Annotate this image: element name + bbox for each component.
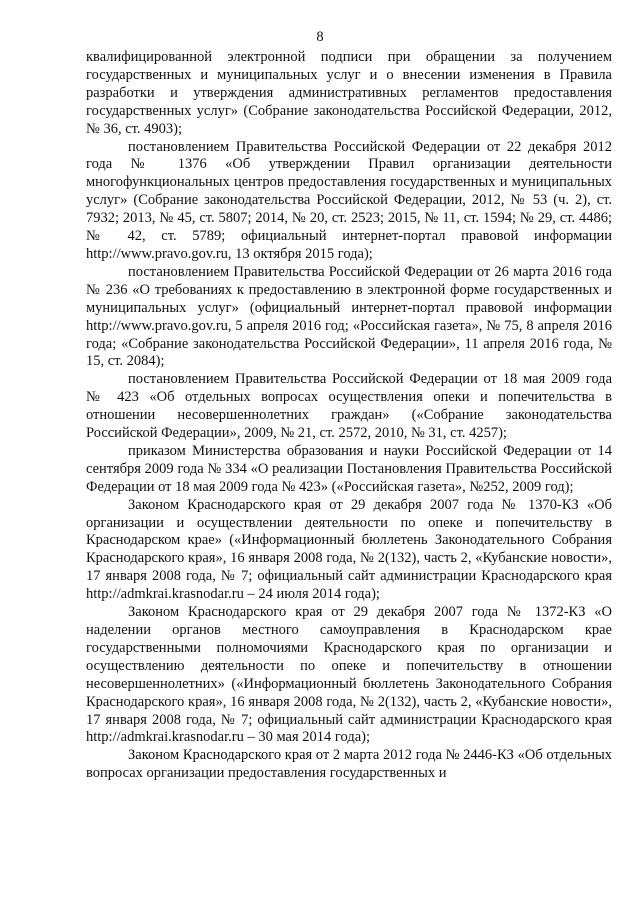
paragraph-law-1370: Законом Краснодарского края от 29 декабря 2007 года № 1370-КЗ «Об организации и осуществлении деятельности по опеке и попечительству в Краснодарском крае» («Информационный бюллетень Законодательного Собрания Краснодарского края», 16 января 2008 года, № 2(132), часть 2, «Кубанские новости», 17 января 2008 года, № 7; официальный сайт администрации Краснодарского края http://admkrai.krasnodar.ru – 24 июля 2014 года); xyxy=(86,496,612,603)
paragraph-law-2446: Законом Краснодарского края от 2 марта 2012 года № 2446-КЗ «Об отдельных вопросах организации предоставления государственных и xyxy=(86,747,612,782)
paragraph-continuation: квалифицированной электронной подписи при обращении за получением государственных и муниципальных услуг и о внесении изменения в Правила разработки и утверждения административных регламентов предоставления государственных услуг» (Собрание законодательства Российской Федерации, 2012, № 36, ст. 4903); xyxy=(86,49,612,137)
page-number: 8 xyxy=(316,29,324,45)
paragraph-decree-236: постановлением Правительства Российской Федерации от 26 марта 2016 года № 236 «О требованиях к предоставлению в электронной форме государственных и муниципальных услуг» (официальный интернет-портал правовой информации http://www.pravo.gov.ru, 5 апреля 2016 год; «Российская газета», № 75, 8 апреля 2016 года; «Собрание законодательства Российской Федерации», 11 апреля 2016 года, № 15, ст. 2084); xyxy=(86,263,612,370)
document-body xyxy=(86,49,612,783)
paragraph-decree-423: постановлением Правительства Российской Федерации от 18 мая 2009 года № 423 «Об отдельных вопросах осуществления опеки и попечительства в отношении несовершеннолетних граждан» («Собрание законодательства Российской Федерации», 2009, № 21, ст. 2572, 2010, № 31, ст. 4257); xyxy=(86,371,612,442)
paragraph-law-1372: Законом Краснодарского края от 29 декабря 2007 года № 1372-КЗ «О наделении органов местного самоуправления в Краснодарском крае государственными полномочиями Краснодарского края по организации и осуществлению деятельности по опеке и попечительству в отношении несовершеннолетних» («Информационный бюллетень Законодательного Собрания Краснодарского края», 16 января 2008 года, № 2(132), часть 2, «Кубанские новости», 17 января 2008 года, № 7; официальный сайт администрации Краснодарского края http://admkrai.krasnodar.ru – 30 мая 2014 года); xyxy=(86,604,612,746)
paragraph-order-334: приказом Министерства образования и науки Российской Федерации от 14 сентября 2009 года № 334 «О реализации Постановления Правительства Российской Федерации от 18 мая 2009 года № 423» («Российская газета», №252, 2009 год); xyxy=(86,442,612,495)
paragraph-decree-1376: постановлением Правительства Российской Федерации от 22 декабря 2012 года № 1376 «Об утверждении Правил организации деятельности многофункциональных центров предоставления государственных и муниципальных услуг» (Собрание законодательства Российской Федерации, 2012, № 53 (ч. 2), ст. 7932; 2013, № 45, ст. 5807; 2014, № 20, ст. 2523; 2015, № 11, ст. 1594; № 29, ст. 4486; № 42, ст. 5789; официальный интернет-портал правовой информации http://www.pravo.gov.ru, 13 октября 2015 года); xyxy=(86,138,612,262)
